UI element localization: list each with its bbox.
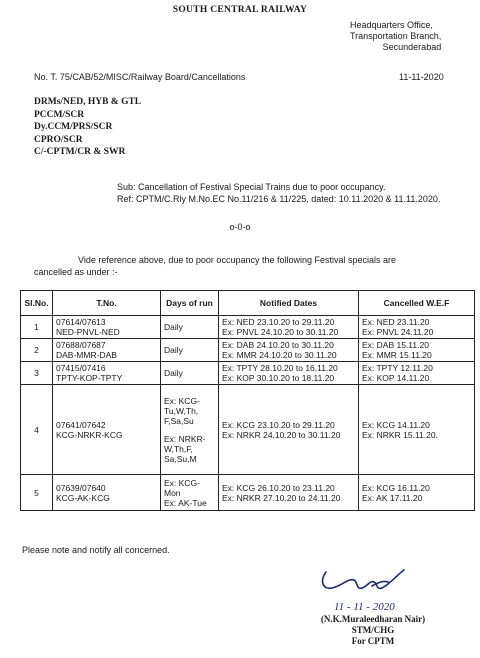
- table-row: [21, 316, 475, 339]
- intro-line: Vide reference above, due to poor occupancy the following Festival specials are: [78, 255, 397, 265]
- intro-paragraph: [34, 254, 464, 278]
- cell-tno-line: 07415/07416: [56, 363, 106, 373]
- cell-cancelled-line: Ex: KCG 16.11.20: [362, 482, 430, 493]
- cell-notified-line: Ex: KOP 30.10.20 to 18.11.20: [222, 373, 335, 383]
- cell-notified: [219, 385, 359, 475]
- cell-tno-line: NED-PNVL-NED: [56, 327, 120, 337]
- table-row: [21, 339, 475, 362]
- addressee: PCCM/SCR: [34, 109, 85, 120]
- cell-days-line: Mon: [164, 487, 181, 498]
- addressee: DRMs/NED, HYB & GTL: [34, 97, 142, 107]
- cell-tno-line: 07688/07687: [56, 340, 106, 350]
- cell-days-line: Tu,W,Th,: [164, 405, 199, 416]
- cell-days: [161, 316, 219, 339]
- cell-notified-line: Ex: TPTY 28.10.20 to 16.11.20: [222, 363, 338, 373]
- cell-days-line: Daily: [164, 322, 183, 332]
- document-title: SOUTH CENTRAL RAILWAY: [172, 5, 308, 15]
- cell-tno-line: TPTY-KOP-TPTY: [56, 373, 123, 383]
- cell-tno: [53, 339, 161, 362]
- subject-block: [117, 181, 440, 205]
- cell-cancelled: [359, 475, 475, 511]
- addressee: C/-CPTM/CR & SWR: [34, 147, 126, 157]
- cell-tno: [53, 362, 161, 385]
- signatory-name: (N.K.Muraleedharan Nair): [320, 614, 426, 624]
- handwritten-date: 11 - 11 - 2020: [334, 601, 395, 613]
- cell-notified-line: Ex: KCG 23.10.20 to 29.11.20: [222, 419, 335, 430]
- intro-line: cancelled as under :-: [34, 267, 118, 277]
- letter-date: 11-11-2020: [399, 72, 444, 82]
- cell-cancelled-line: Ex: NED 23.11.20: [362, 317, 430, 327]
- table-row: [21, 362, 475, 385]
- cell-days-line: Sa,Su,M: [164, 453, 197, 464]
- cell-tno-line: 07639/07640: [56, 482, 106, 493]
- header-tno: T.No.: [53, 291, 161, 316]
- cell-cancelled-line: Ex: TPTY 12.11.20: [362, 363, 433, 373]
- signatory-for: For CPTM: [351, 636, 395, 646]
- cell-slno: 5: [21, 475, 53, 511]
- cell-days-line: Daily: [164, 345, 183, 355]
- signature-icon: [312, 566, 442, 614]
- cell-cancelled-line: Ex: PNVL 24.11.20: [362, 327, 434, 337]
- cell-cancelled-line: Ex: KCG 14.11.20: [362, 419, 430, 430]
- cell-tno-line: 07614/07613: [56, 317, 106, 327]
- cell-slno: 4: [21, 385, 53, 475]
- cell-days: [161, 339, 219, 362]
- header-notified: Notified Dates: [219, 291, 359, 316]
- cell-notified: [219, 339, 359, 362]
- cell-tno-line: 07641/07642: [56, 419, 106, 430]
- header-days: Days of run: [161, 291, 219, 316]
- cell-days-line: Ex: AK-Tue: [164, 497, 207, 508]
- cell-notified-line: Ex: KCG 26.10.20 to 23.11.20: [222, 482, 335, 493]
- cell-days: [161, 385, 219, 475]
- cell-cancelled-line: Ex: AK 17.11.20: [362, 492, 423, 503]
- signature-block: [298, 614, 448, 647]
- reference-number: No. T. 75/CAB/52/MISC/Railway Board/Cancellations: [34, 72, 246, 82]
- subject-line: Sub: Cancellation of Festival Special Trains due to poor occupancy.: [117, 182, 386, 192]
- cell-days-line: Ex: KCG-: [164, 477, 200, 488]
- cell-days: [161, 362, 219, 385]
- addressee: CPRO/SCR: [34, 134, 83, 145]
- cell-cancelled-line: Ex: MMR 15.11.20: [362, 350, 432, 360]
- separator: o-0-o: [229, 222, 251, 232]
- cell-notified-line: Ex: NED 23.10.20 to 29.11.20: [222, 317, 335, 327]
- header-slno: Sl.No.: [21, 291, 53, 316]
- cell-slno: 3: [21, 362, 53, 385]
- office-line: Headquarters Office,: [350, 20, 433, 30]
- cell-notified-line: Ex: PNVL 24.10.20 to 30.11.20: [222, 327, 339, 337]
- cell-notified-line: Ex: MMR 24.10.20 to 30.11.20: [222, 350, 337, 360]
- cell-cancelled: [359, 362, 475, 385]
- office-address: [350, 20, 441, 53]
- table-header-row: [21, 291, 475, 316]
- cell-tno: [53, 475, 161, 511]
- cell-cancelled: [359, 385, 475, 475]
- cell-days: [161, 475, 219, 511]
- cell-days-line: [164, 426, 215, 434]
- cell-cancelled-line: Ex: NRKR 15.11.20.: [362, 429, 438, 440]
- closing-note: Please note and notify all concerned.: [22, 545, 170, 555]
- cell-days-line: F,Sa,Su: [164, 415, 194, 426]
- cell-notified-line: Ex: NRKR 24.10.20 to 30.11.20: [222, 429, 341, 440]
- reference-line: Ref: CPTM/C.Rly M.No.EC No.11/216 & 11/225, dated: 10.11.2020 & 11.11.2020.: [117, 194, 441, 204]
- office-line: Secunderabad: [382, 42, 442, 52]
- table-row: [21, 475, 475, 511]
- cell-tno-line: KCG-NRKR-KCG: [56, 429, 123, 440]
- cell-slno: 2: [21, 339, 53, 362]
- cancellation-table: [20, 290, 475, 511]
- cell-notified: [219, 475, 359, 511]
- cell-tno-line: DAB-MMR-DAB: [56, 350, 117, 360]
- signatory-designation: STM/CHG: [351, 625, 395, 635]
- cell-notified-line: Ex: NRKR 27.10.20 to 24.11.20: [222, 492, 341, 503]
- cell-days-line: Ex: NRKR-: [164, 433, 206, 444]
- cell-tno: [53, 316, 161, 339]
- addressee-list: [34, 96, 141, 159]
- office-line: Transportation Branch,: [350, 31, 442, 41]
- header-cancelled: Cancelled W.E.F: [359, 291, 475, 316]
- cell-tno: [53, 385, 161, 475]
- cell-cancelled: [359, 316, 475, 339]
- cell-days-line: W,Th,F,: [164, 443, 193, 454]
- cell-tno-line: KCG-AK-KCG: [56, 492, 110, 503]
- cell-notified-line: Ex: DAB 24.10.20 to 30.11.20: [222, 340, 334, 350]
- addressee: Dy.CCM/PRS/SCR: [34, 122, 113, 132]
- cell-notified: [219, 362, 359, 385]
- cell-cancelled-line: Ex: DAB 15.11.20: [362, 340, 429, 350]
- cell-days-line: Ex: KCG-: [164, 395, 200, 406]
- cell-slno: 1: [21, 316, 53, 339]
- cell-days-line: Daily: [164, 368, 183, 378]
- cell-cancelled-line: Ex: KOP 14.11.20: [362, 373, 430, 383]
- table-row: [21, 385, 475, 475]
- cell-cancelled: [359, 339, 475, 362]
- cell-notified: [219, 316, 359, 339]
